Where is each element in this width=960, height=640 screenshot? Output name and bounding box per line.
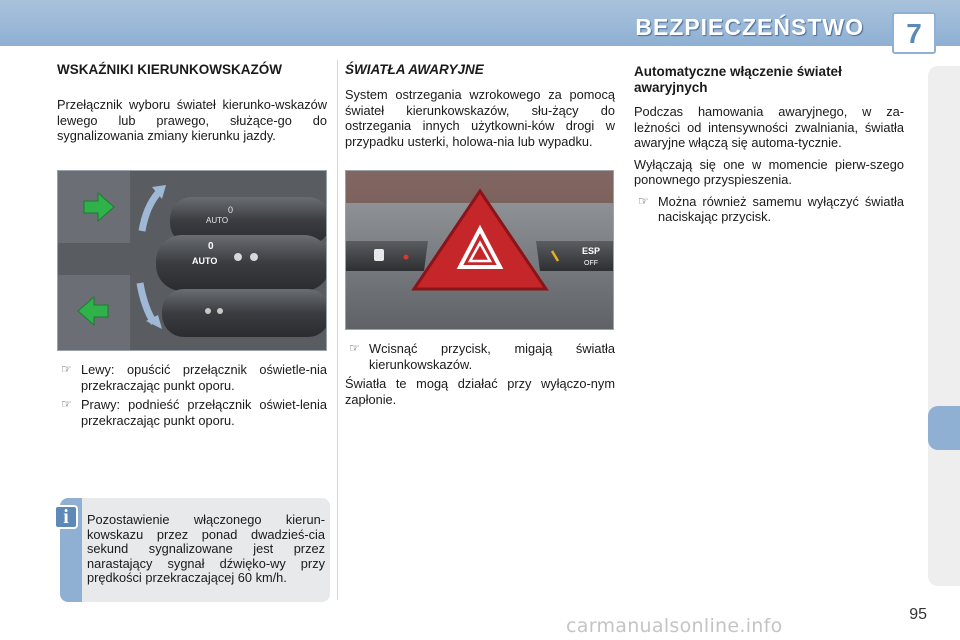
chapter-number: 7 (906, 18, 922, 49)
auto-hazard-section (634, 64, 904, 229)
turn-signals-heading: WSKAŹNIKI KIERUNKOWSKAZÓW (57, 62, 282, 77)
pointing-finger-icon: ☞ (61, 397, 72, 411)
page-number: 95 (909, 606, 927, 623)
hazard-note: Światła te mogą działać przy wyłączo-nym zapłonie. (345, 376, 615, 407)
hazard-heading: ŚWIATŁA AWARYJNE (345, 62, 484, 77)
stalk-label-auto-upper: AUTO (206, 216, 229, 225)
chapter-title: BEZPIECZEŃSTWO (635, 14, 864, 40)
lock-button (346, 241, 428, 271)
hazard-button-photo (345, 170, 614, 330)
auto-hazard-bullet: ☞ Można również samemu wyłączyć światła naciskając przycisk. (638, 193, 904, 224)
stalk-label-auto-lower: AUTO (192, 256, 218, 266)
position-light-icon (217, 308, 223, 314)
turn-signals-body: Przełącznik wyboru świateł kierunko-wskazów lewego lub prawego, służące-go do sygnalizowania zmiany kierunku jazdy. (57, 97, 327, 143)
hazard-body: System ostrzegania wzrokowego za pomocą świateł kierunkowskazów, słu-żący do ostrzegania innych użytkowni-ków drogi w przypadku usterki, holowa-nia lub wypadku. (345, 87, 615, 149)
off-label: OFF (584, 260, 598, 267)
info-text: Pozostawienie włączonego kierun-kowskazu przez ponad dwadzieś-cia sekund sygnalizowane jest przez narastający sygnał dźwięko-wy przy prędkości przekraczającej 60 km/h. (87, 512, 325, 586)
lock-led (404, 255, 409, 260)
watermark: carmanualsonline.info (566, 615, 783, 637)
chapter-number-box (892, 12, 936, 54)
fog-light-icon (205, 308, 211, 314)
stalk-label-zero-upper: 0 (228, 205, 234, 215)
auto-hazard-p1: Podczas hamowania awaryjnego, w za-leżności od intensywności zwalniania, światła awaryjne włączą się automa-tycznie. (634, 104, 904, 150)
bullet-left-signal: ☞ Lewy: opuścić przełącznik oświetle-nia przekraczając punkt oporu. (61, 362, 327, 393)
esp-off-button (536, 241, 614, 271)
stalk-main (156, 235, 327, 291)
esp-label: ESP (582, 246, 601, 256)
chapter-tab[interactable] (928, 406, 960, 450)
turn-signals-section (57, 62, 327, 144)
hazard-instructions (345, 341, 615, 407)
hazard-section (345, 62, 615, 149)
beam-icon (250, 253, 258, 261)
pointing-finger-icon: ☞ (61, 362, 72, 376)
headlight-icon (234, 253, 242, 261)
turn-signals-bullets (57, 362, 327, 432)
column-divider (337, 60, 338, 600)
stalk-label-zero-lower: 0 (208, 241, 214, 252)
hazard-panel-illustration (346, 171, 614, 330)
bullet-right-signal: ☞ Prawy: podnieść przełącznik oświet-lenia przekraczając punkt oporu. (61, 397, 327, 428)
pointing-finger-icon: ☞ (349, 341, 360, 355)
auto-hazard-p2: Wyłączają się one w momencie pierw-szego ponownego przyspieszenia. (634, 156, 904, 187)
stalk-lower (162, 289, 327, 337)
hazard-bullet: ☞ Wcisnąć przycisk, migają światła kierunkowskazów. (349, 341, 615, 372)
turn-signal-stalk-photo (57, 170, 327, 351)
auto-hazard-heading: Automatyczne włączenie świateł awaryjnych (634, 64, 842, 95)
info-icon: i (54, 505, 78, 529)
stalk-illustration (58, 171, 327, 351)
pointing-finger-icon: ☞ (638, 193, 649, 208)
lock-icon (374, 249, 384, 261)
chapter-side-rail (928, 66, 960, 586)
